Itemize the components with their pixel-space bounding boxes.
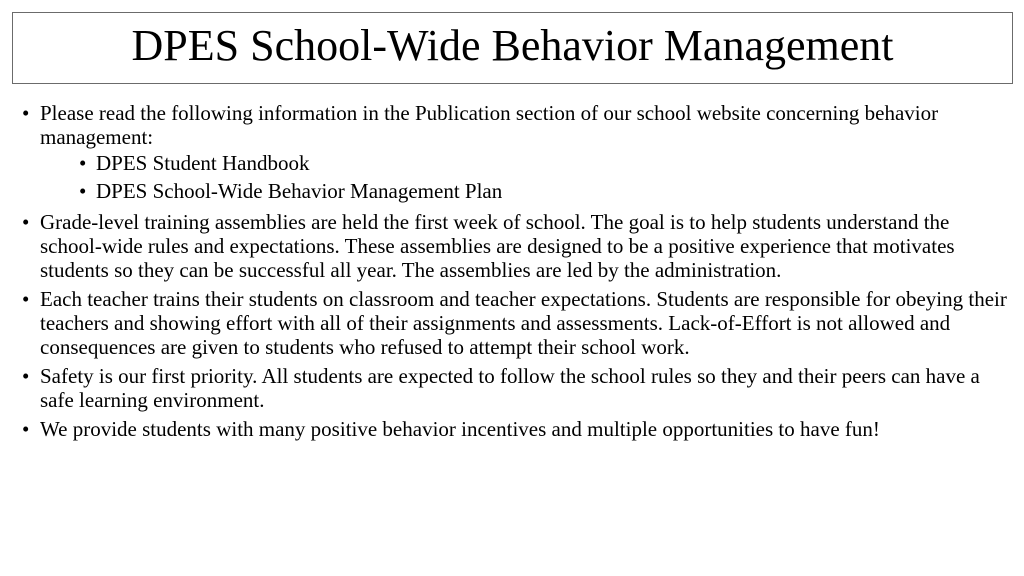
slide-content xyxy=(22,101,1012,446)
bullet-item-incentives xyxy=(22,417,1012,441)
bullet-icon: • xyxy=(79,179,87,203)
bullet-icon: • xyxy=(22,364,30,388)
bullet-text: Each teacher trains their students on classroom and teacher expectations. Students are responsible for obeying their teachers and showing effort with all of their assignments and assessments. Lack-of-Effort is not allowed and consequences are given to students who refused to attempt their school work. xyxy=(40,287,1007,359)
bullet-icon: • xyxy=(22,417,30,441)
bullet-item-assemblies xyxy=(22,210,1012,282)
bullet-item-teacher-training xyxy=(22,287,1012,359)
bullet-item-website xyxy=(22,101,1012,205)
bullet-list xyxy=(22,101,1012,441)
bullet-icon: • xyxy=(22,101,30,125)
bullet-text: Please read the following information in the Publication section of our school website concerning behavior management: xyxy=(40,101,939,149)
bullet-item-safety xyxy=(22,364,1012,412)
title-box xyxy=(12,12,1013,84)
sub-item-text: DPES Student Handbook xyxy=(96,151,310,175)
bullet-text: We provide students with many positive behavior incentives and multiple opportunities to have fun! xyxy=(40,417,880,441)
sub-item-student-handbook xyxy=(79,149,1012,177)
sub-list xyxy=(40,149,1012,205)
bullet-icon: • xyxy=(22,210,30,234)
slide-title: DPES School-Wide Behavior Management xyxy=(131,21,894,70)
sub-item-behavior-plan xyxy=(79,177,1012,205)
bullet-icon: • xyxy=(22,287,30,311)
bullet-text: Safety is our first priority. All students are expected to follow the school rules so they and their peers can have a safe learning environment. xyxy=(40,364,980,412)
bullet-text: Grade-level training assemblies are held the first week of school. The goal is to help students understand the school-wide rules and expectations. These assemblies are designed to be a positive experience that motivates students so they can be successful all year. The assemblies are led by the administration. xyxy=(40,210,955,282)
sub-item-text: DPES School-Wide Behavior Management Plan xyxy=(96,179,503,203)
bullet-icon: • xyxy=(79,151,87,175)
